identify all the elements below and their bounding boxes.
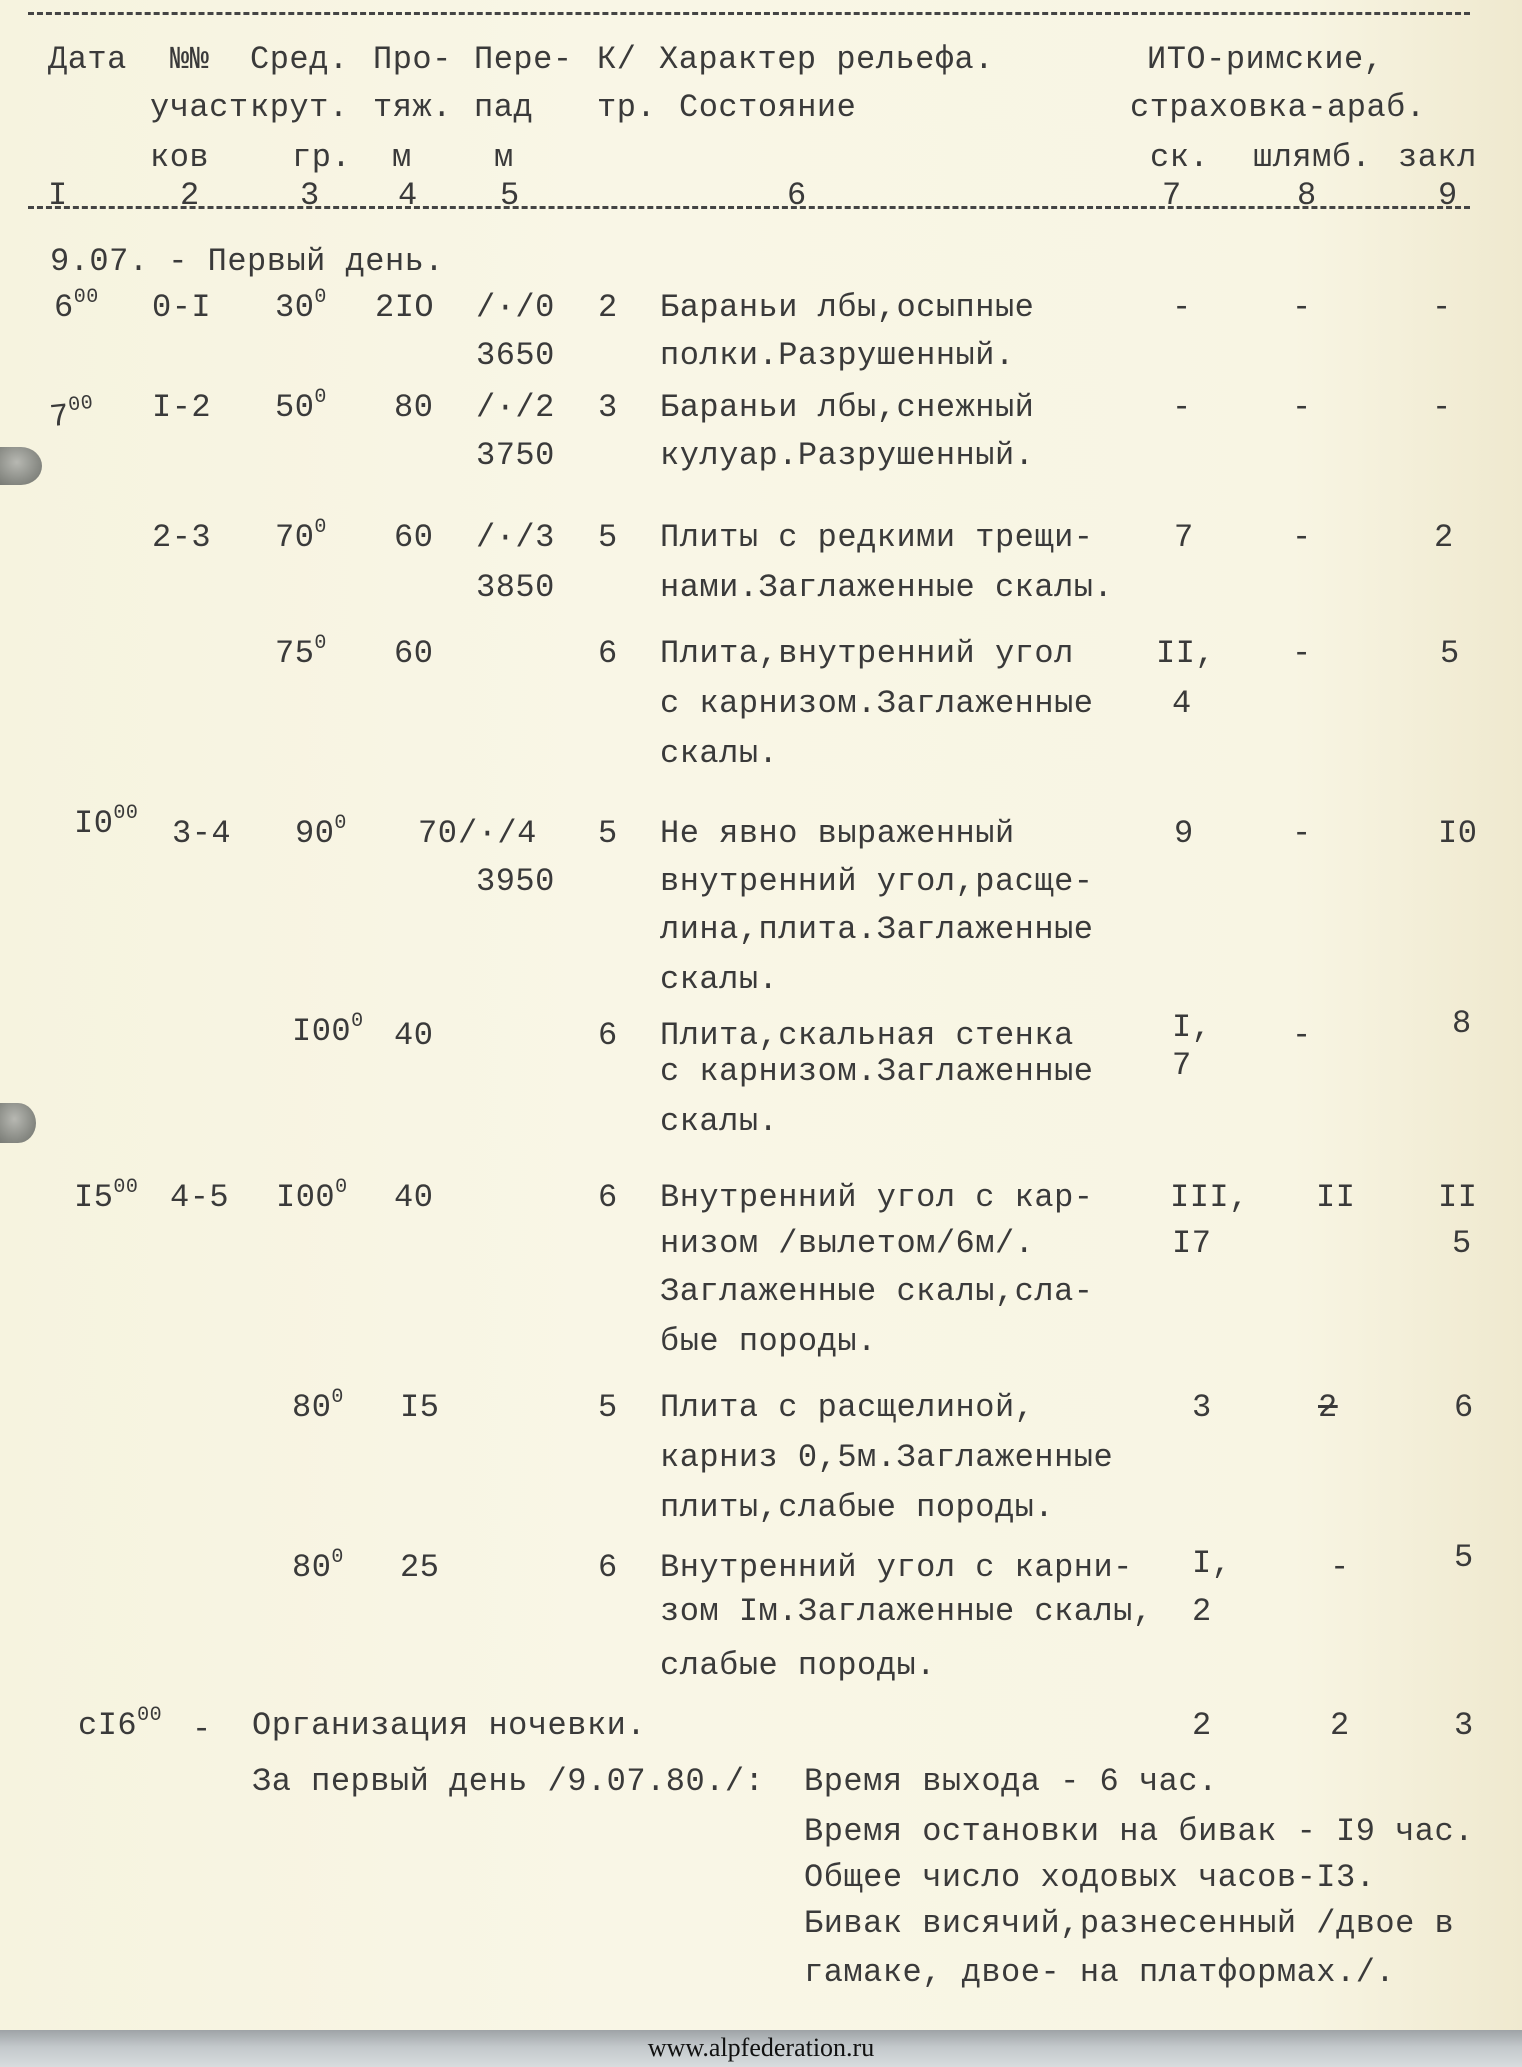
header-pitons: ИТО-римские, <box>1147 41 1384 78</box>
row-steepness: $90^0$ <box>295 812 347 852</box>
bivouac-rock: 2 <box>1192 1707 1212 1744</box>
summary-line: гамаке, двое- на платформах./. <box>804 1954 1396 1991</box>
row-bolts: - <box>1292 815 1312 852</box>
col-num-1: I <box>48 177 68 214</box>
row-category: 5 <box>598 815 618 852</box>
row-desc-3: скалы. <box>660 735 779 772</box>
day-title: 9.07. - Первый день. <box>50 243 445 280</box>
row-rock-2: 4 <box>1172 685 1192 722</box>
row-desc-2: кулуар.Разрушенный. <box>660 437 1035 474</box>
row-chocks: - <box>1432 289 1452 326</box>
row-chocks: 5 <box>1454 1539 1474 1576</box>
col-num-8: 8 <box>1297 177 1317 214</box>
row-desc-3: Заглаженные скалы,сла- <box>660 1273 1094 1310</box>
row-desc-1: Внутренний угол с карни- <box>660 1549 1133 1586</box>
row-drop-alt: 3750 <box>476 437 555 474</box>
header-drop: Пере- <box>474 41 573 78</box>
header-section-no-3: ков <box>150 139 210 176</box>
row-length: 80 <box>394 389 434 426</box>
row-rock: 3 <box>1192 1389 1212 1426</box>
row-steepness: $70^0$ <box>275 516 327 556</box>
row-section: 4-5 <box>170 1179 230 1216</box>
header-drop-2: пад <box>474 89 534 126</box>
header-relief-2: Состояние <box>679 89 857 126</box>
row-drop: /·/0 <box>476 289 555 326</box>
header-steepness-3: гр. <box>292 139 352 176</box>
row-rock-2: 7 <box>1172 1047 1192 1084</box>
summary-line: Время остановки на бивак - I9 час. <box>804 1813 1474 1850</box>
header-section-no-2: участ- <box>150 89 269 126</box>
row-desc-1: Внутренний угол с кар- <box>660 1179 1094 1216</box>
header-length: Про- <box>373 41 452 78</box>
row-drop: /·/4 <box>458 815 537 852</box>
header-bolts: шлямб. <box>1253 139 1372 176</box>
row-length: 25 <box>400 1549 440 1586</box>
row-bolts: - <box>1292 289 1312 326</box>
row-length: 40 <box>394 1179 434 1216</box>
row-desc-1: Не явно выраженный <box>660 815 1015 852</box>
row-drop: /·/3 <box>476 519 555 556</box>
summary-line: Время выхода - 6 час. <box>804 1763 1218 1800</box>
row-rock: 7 <box>1174 519 1194 556</box>
bivouac-chocks: 3 <box>1454 1707 1474 1744</box>
row-desc-2: полки.Разрушенный. <box>660 337 1015 374</box>
row-desc-3: лина,плита.Заглаженные <box>660 911 1094 948</box>
row-chocks: - <box>1432 389 1452 426</box>
row-rock-2: I7 <box>1172 1225 1212 1262</box>
col-num-5: 5 <box>500 177 520 214</box>
row-bolts: - <box>1292 519 1312 556</box>
row-chocks: 5 <box>1440 635 1460 672</box>
col-num-9: 9 <box>1438 177 1458 214</box>
row-rock: II, <box>1156 635 1216 672</box>
col-num-6: 6 <box>787 177 807 214</box>
row-desc-2: низом /вылетом/6м/. <box>660 1225 1035 1262</box>
watermark-link[interactable]: www.alpfederation.ru <box>647 2033 875 2062</box>
row-chocks: II <box>1438 1179 1478 1216</box>
row-bolts: II <box>1316 1179 1356 1216</box>
header-section-no: №№ <box>170 41 210 78</box>
row-length: I5 <box>400 1389 440 1426</box>
row-drop-alt: 3650 <box>476 337 555 374</box>
header-relief: Характер рельефа. <box>659 41 994 78</box>
punch-hole-bottom <box>0 1103 36 1143</box>
row-desc-2: нами.Заглаженные скалы. <box>660 569 1114 606</box>
row-length: 2IO <box>375 289 435 326</box>
row-rock: - <box>1172 389 1192 426</box>
header-length-2: тяж. <box>373 89 452 126</box>
row-chocks: I0 <box>1438 815 1478 852</box>
row-drop-alt: 3850 <box>476 569 555 606</box>
row-steepness: $I00^0$ <box>292 1010 364 1050</box>
row-desc-3: слабые породы. <box>660 1647 936 1684</box>
row-section: I-2 <box>152 389 212 426</box>
bivouac-text: Организация ночевки. <box>252 1707 647 1744</box>
row-steepness: $80^0$ <box>292 1386 344 1426</box>
row-desc-2: карниз 0,5м.Заглаженные <box>660 1439 1114 1476</box>
row-time: $6^{00}$ <box>54 286 99 326</box>
row-category: 5 <box>598 519 618 556</box>
row-steepness: $75^0$ <box>275 632 327 672</box>
row-rock: III, <box>1170 1179 1249 1216</box>
row-category: 6 <box>598 1549 618 1586</box>
header-date: Дата <box>48 41 127 78</box>
row-chocks: 6 <box>1454 1389 1474 1426</box>
summary-line: Общее число ходовых часов-I3. <box>804 1859 1376 1896</box>
row-time: $I0^{00}$ <box>74 802 139 842</box>
row-desc-2: с карнизом.Заглаженные <box>660 1053 1094 1090</box>
col-num-4: 4 <box>398 177 418 214</box>
bivouac-time: $cI6^{00}$ <box>78 1704 163 1744</box>
row-length: 60 <box>394 519 434 556</box>
row-section: 3-4 <box>172 815 232 852</box>
row-desc-2: с карнизом.Заглаженные <box>660 685 1094 722</box>
col-num-2: 2 <box>180 177 200 214</box>
row-category: 5 <box>598 1389 618 1426</box>
col-num-3: 3 <box>300 177 320 214</box>
row-rock: 9 <box>1174 815 1194 852</box>
row-length: 60 <box>394 635 434 672</box>
row-desc-1: Бараньи лбы,снежный <box>660 389 1035 426</box>
row-time: $7^{00}$ <box>47 391 95 437</box>
header-length-3: м <box>392 139 412 176</box>
row-bolts: - <box>1292 1017 1312 1054</box>
header-steepness-2: крут. <box>250 89 349 126</box>
row-time: $I5^{00}$ <box>74 1176 139 1216</box>
row-drop: /·/2 <box>476 389 555 426</box>
row-desc-1: Плита с расщелиной, <box>660 1389 1035 1426</box>
summary-line: Бивак висячий,разнесенный /двое в <box>804 1905 1455 1942</box>
row-desc-1: Плита,внутренний угол <box>660 635 1074 672</box>
row-steepness: $50^0$ <box>275 386 327 426</box>
row-steepness: $80^0$ <box>292 1546 344 1586</box>
row-bolts: - <box>1330 1549 1350 1586</box>
row-chocks-2: 5 <box>1452 1225 1472 1262</box>
header-rock-pitons: ск. <box>1150 139 1210 176</box>
row-desc-1: Плиты с редкими трещи- <box>660 519 1094 556</box>
row-rock: - <box>1172 289 1192 326</box>
header-steepness: Сред. <box>250 41 349 78</box>
header-rule <box>28 206 1470 209</box>
bivouac-dash: - <box>192 1711 212 1748</box>
row-desc-3: плиты,слабые породы. <box>660 1489 1055 1526</box>
row-length: 40 <box>394 1017 434 1054</box>
row-desc-3: скалы. <box>660 1103 779 1140</box>
row-desc-2: зом Iм.Заглаженные скалы, <box>660 1593 1153 1630</box>
row-length: 70 <box>418 815 458 852</box>
row-desc-1: Плита,скальная стенка <box>660 1017 1074 1054</box>
row-desc-2: внутренний угол,расще- <box>660 863 1094 900</box>
header-category-2: тр. <box>597 89 657 126</box>
row-section: 0-I <box>152 289 212 326</box>
row-bolts: 2 <box>1318 1389 1338 1426</box>
row-desc-4: скалы. <box>660 961 779 998</box>
punch-hole-top <box>0 447 42 485</box>
row-desc-4: бые породы. <box>660 1323 877 1360</box>
row-category: 6 <box>598 635 618 672</box>
row-drop-alt: 3950 <box>476 863 555 900</box>
bivouac-bolts: 2 <box>1330 1707 1350 1744</box>
col-num-7: 7 <box>1162 177 1182 214</box>
row-category: 6 <box>598 1017 618 1054</box>
row-steepness: $30^0$ <box>275 286 327 326</box>
row-desc-1: Бараньи лбы,осыпные <box>660 289 1035 326</box>
header-pitons-2: страховка-араб. <box>1130 89 1426 126</box>
header-category: К/ <box>597 41 637 78</box>
row-section: 2-3 <box>152 519 212 556</box>
header-chocks: закл <box>1398 139 1477 176</box>
row-chocks: 2 <box>1434 519 1454 556</box>
top-rule <box>28 12 1470 15</box>
row-steepness: $I00^0$ <box>276 1176 348 1216</box>
row-bolts: - <box>1292 635 1312 672</box>
row-category: 2 <box>598 289 618 326</box>
header-drop-3: м <box>494 139 514 176</box>
row-rock: I, <box>1192 1545 1232 1582</box>
row-rock-2: 2 <box>1192 1593 1212 1630</box>
row-category: 6 <box>598 1179 618 1216</box>
row-bolts: - <box>1292 389 1312 426</box>
summary-label: За первый день /9.07.80./: <box>252 1763 765 1800</box>
row-category: 3 <box>598 389 618 426</box>
row-chocks: 8 <box>1452 1005 1472 1042</box>
row-rock: I, <box>1172 1009 1212 1046</box>
